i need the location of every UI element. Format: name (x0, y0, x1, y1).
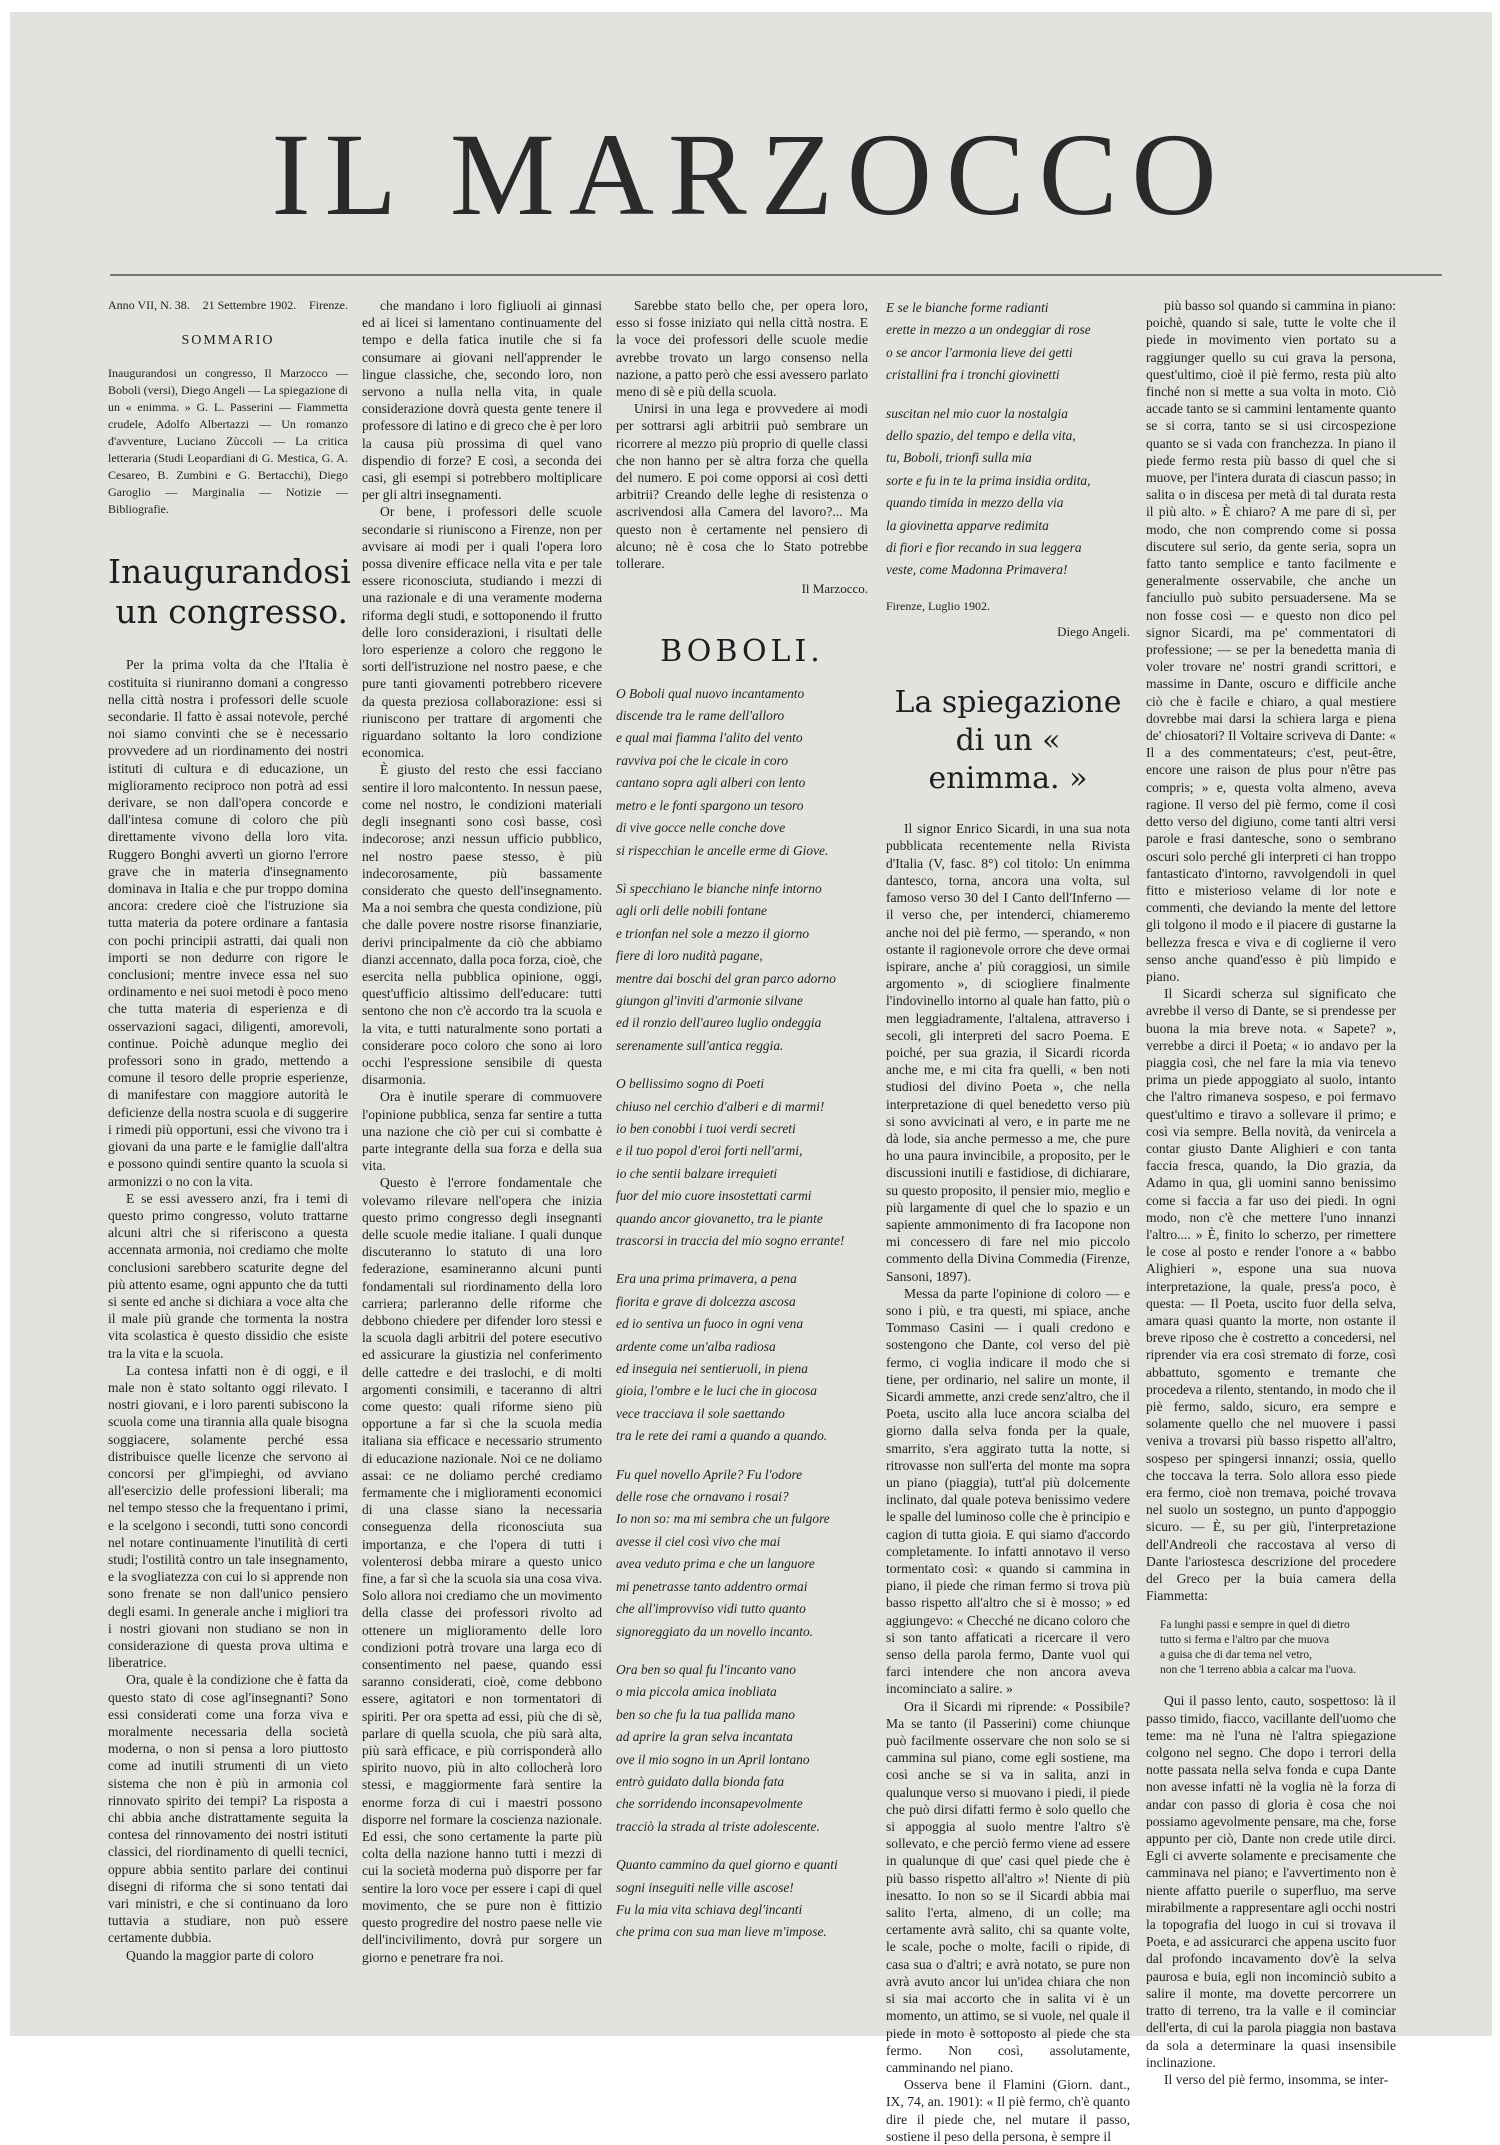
paragraph: Il Sicardi scherza sul significato che avrebbe il verso di Dante, se si prendesse per buona la mia breve nota. « Sapete? », verrebbe a dirci il Poeta; « io andavo per la piaggia così, che nel fare la mia via tenevo prima un piede appoggiato al suolo, intanto che l'altro rimaneva sospeso, e poi fermavo quest'ultimo e tiravo a sollevare il primo; e così via sempre. Bella novità, da venircela a contar giusto Dante Alighieri e con tanta faccia fresca, quando, la Dio grazia, da Adamo in qua, gli uomini sanno benissimo come si faccia a far uso dei piedi. In ogni modo, non c'è che mettere l'uno innanzi l'altro.... » È, finito lo scherzo, per rimettere le cose al posto e render l'onore a « babbo Alighieri », espone una sua nuova interpretazione, la quale, press'a poco, è questa: — Il Poeta, uscito fuor della selva, amara quasi quanto la morte, non ostante il breve riposo che è costretto a concedersi, nel riprender via era così stremato di forze, così abbattuto, sgomento e tremante che procedeva a rilento, stentando, in modo che il piè fermo, saldo, sicuro, era sempre e solamente quello che nel muovere i passi veniva a trovarsi più basso rispetto all'altro, sospeso per spingersi innanzi; ossia, quello che toccava la terra. Solo allora esso piede era fermo, cioè non tremava, poiché trovava nel suolo un sostegno, un punto d'appoggio sicuro. — È, su per giù, l'interpretazione dell'Andreoli che raccostava al verso di Dante l'ariostesca descrizione del procedere del Greco per la buia camera della Fiammetta: (1146, 986, 1396, 1604)
poem-line: Io non so: ma mi sembra che un fulgore (616, 1511, 830, 1527)
paragraph: più basso sol quando si cammina in piano: poichè, quando si sale, tutte le volte che il piede in movimento vien portato su a raggiunger quello su cui grava la persona, quest'ultimo, cioè il piè fermo, resta più alto finché non si mette a sua volta in moto. Ciò accade tanto se si cammini lentamente quanto se si corra, tanto se si usi circospezione quanto se si vada con franchezza. In piano il piede fermo resta più basso di quel che si muove, per l'intera durata di ciascun passo; in salita o in discesa per metà di tal durata resta il più alto. » È chiaro? A me pare di sì, per modo, che non comprendo come si possa discutere sul serio, da gente seria, sopra un fatto tanto semplice e tanto facilmente e generalmente osservabile, che anche un fanciullo può subito persuadersene. Ma se non fosse così — e questo non dico pel signor Sicardi, ma pe' commentatori di professione; — se per la benedetta manìa di voler trovare ne' nostri grandi scrittori, e massime in Dante, oscuro e difficile anche ciò che è facile e chiaro, a qual mestiere dovrebbe mai darsi la schiera larga e piena de' chiosatori? Il Voltaire scriveva di Dante: « Il a des commentateurs; c'est, peut-être, encore une raison de plus pour n'être pas compris; » e, questa volta almeno, aveva ragione. Il verso del piè fermo, come il così detto verso del digiuno, come tanti altri versi parole e frasi dantesche, sono o sembrano oscuri solo perché gli interpreti ci han troppo fantasticato d'intorno, ravvolgendoli in quel fitto e misterioso velame di lor note e commenti, che deviando la mente del lettore gli tolgono il modo e il piacere di gustarne la bellezza fresca e viva e di coglierne il vero senso anche quand'esso è più limpido e piano. (1146, 298, 1396, 984)
column-3 (616, 297, 868, 1967)
issue-city: Firenze. (309, 298, 348, 312)
paragraph: Ora il Sicardi mi riprende: « Possibile? Ma se tanto (il Passerini) come chiunque può facilmente osservare che non solo se si cammina sul piano, come egli sostiene, ma così anche se si va in salita, anzi in qualunque verso si muovano i piedi, il piede che può dirsi difatti fermo è solo quello che si appoggia al suolo mentre l'altro s'è sollevato, e che perciò fermo viene ad essere in qualunque di que' casi quel piede che è più basso rispetto all'altro »! Niente di più inesatto. Io non so se il Sicardi abbia mai salito l'erta, almeno, di un colle; ma certamente avrà salito, chi sa quante volte, le scale, poche o molte, facili o ripide, di casa sua o d'altri; e avrà notato, se pure non avrà avuto ancor lui un'idea chiara che non si sia mai accorto che in salita vi è un momento, un attimo, se si vuole, nel quale il piede in moto è sottoposto al piede che sta fermo. Non così, assolutamente, camminando nel piano. (886, 1698, 1130, 2075)
poem-stanza (616, 1659, 868, 1838)
poem-stanza (616, 683, 868, 862)
poem-line: agli orli delle nobili fontane (616, 903, 768, 919)
paragraph: Qui il passo lento, cauto, sospettoso: là il passo timido, fiacco, vacillante dell'uomo che teme: ma nè l'una nè l'altra spiegazione colgono nel segno. Che dopo i terrori della notte passata nella selva fonda e cupa Dante non avesse infatti nè la voglia nè la forza di andar con passo di gloria è cosa che noi possiamo agevolmente pensare, ma che, forse appunto per ciò, Dante non crede utile dirci. Egli ci avverte solamente e precisamente che camminava nel piano; e l'avvertimento non è niente affatto puerile o superfluo, ma serve mirabilmente a rappresentare agli occhi nostri la topografia del luogo in cui si trovava il Poeta, e ad assicurarci che appena uscito fuor dal profondo incavamento dov'è la selva paurosa e buia, egli non incominciò subito a salire il monte, ma dovette percorrere un tratto di terreno, tra la valle e il cominciar dell'erta, di cui la parola piaggia non bastava da sola a determinare la quasi insensibile inclinazione. (1146, 1693, 1396, 2070)
poem-line: veste, come Madonna Primavera! (886, 562, 1068, 578)
poem-line: quando timida in mezzo della via (886, 495, 1064, 511)
paragraph: Ora è inutile sperare di commuovere l'opinione pubblica, senza far sentire a tutta una nazione che ciò per cui si combatte è parte integrante della sua forza e della sua vita. (362, 1089, 602, 1174)
poem-stanza (616, 1854, 868, 1944)
poem-line: mentre dai boschi del gran parco adorno (616, 970, 836, 986)
article-body-col1 (108, 656, 348, 1963)
poem-line: cantano sopra agli alberi con lento (616, 775, 806, 791)
poem-line: fiorita e grave di dolcezza ascosa (616, 1293, 796, 1309)
poem-date: Firenze, Luglio 1902. (886, 598, 990, 613)
poem-line: ardente come un'alba radiosa (616, 1338, 776, 1354)
paragraph: La contesa infatti non è di oggi, e il male non è stato soltanto oggi rilevato. I nostri giovani, e i loro parenti subiscono la scuola come una tirannia alla quale bisogna soggiacere, solamente perché essa distribuisce quelle licenze che servono ai concorsi per gl'impieghi, od avviano all'esercizio delle professioni liberali; ma nel tempo stesso che la frequentano i primi, e la scelgono i secondi, tutti sono concordi nel notare continuamente l'inutilità di certi studi; l'ostilità contro un tale insegnamento, e la svogliatezza con cui lo si apprende non sono frenate se non dall'unico pensiero degli esami. In generale anche i migliori tra i nostri giovani non studiano se non in considerazione di questa prova ultima e liberatrice. (108, 1362, 348, 1671)
poem-line: metro e le fonti spargono un tesoro (616, 797, 804, 813)
poem-line: serenamente sull'antica reggia. (616, 1037, 784, 1053)
masthead-rule (110, 274, 1442, 276)
sommario-heading: SOMMARIO (181, 333, 275, 349)
poem-line: vece tracciava il sole saettando (616, 1405, 785, 1421)
poem-line: cristallini fra i tronchi giovinetti (886, 367, 1060, 383)
poem-line: signoreggiato da un novello incanto. (616, 1623, 813, 1639)
poem-line: entrò guidato dalla bionda fata (616, 1773, 785, 1789)
paragraph: Or bene, i professori delle scuole secondarie si riuniscono a Firenze, non per avvisare ai modi per i quali l'opera loro possa divenire efficace nella vita e per tale essere riconosciuta, studiando i mezzi di una razionale e di una veramente moderna riforma degli studi, e sottoponendo il frutto delle loro considerazioni, i risultati delle loro esperienze a coloro che reggono le sorti dell'istruzione nel nostro paese, e che pure tanti giovamenti potrebbero ricevere da questa preziosa collaborazione: essi si riuniscono per trattare di argomenti che riguardano soltanto la loro condizione economica. (362, 504, 602, 761)
poem-stanza (616, 1464, 868, 1643)
poem-line: e il tuo popol d'eroi forti nell'armi, (616, 1143, 803, 1159)
poem-stanza (616, 1073, 868, 1252)
poem-stanzas-col3 (616, 683, 868, 1944)
newspaper-page (10, 12, 1492, 2144)
poem-line: dello spazio, del tempo e della vita, (886, 428, 1076, 444)
paragraph: Questo è l'errore fondamentale che volevamo rilevare nell'opera che inizia questo primo congresso degli insegnanti delle scuole medie italiane. I quali dunque discuteranno lo statuto di una loro federazione, esamineranno alcuni punti fondamentali sul riordinamento della loro carriera; parleranno delle riforme che debbono chiedere per difender loro stessi e la scuola dagli arbitrii del potere esecutivo ed assicurare la giustizia nel conferimento delle cattedre e dei traslochi, e di molti argomenti consimili, e taceranno di altri come questo: quali riforme sieno più opportune a far sì che la scuola media italiana sia efficace e necessario strumento di educazione nazionale. Noi ce ne doliamo assai: ce ne doliamo perché crediamo fermamente che i miglioramenti economici di una classe siano la necessaria conseguenza della riconosciuta sua importanza, e che l'opera di tutti i volenterosi debba mirare a questo unico fine, a far sì che la scuola sia una cosa viva. Solo allora noi crediamo che un movimento della classe dei professori rivolto ad ottenere un miglioramento delle loro condizioni potrà trovare una larga eco di consentimento nel paese, quando essi saranno considerati, cioè, come debbono essere, agitatori e non tormentatori di spiriti. Per ora spetta ad essi, più che di sè, parlare di quella scuola, che più sarà alta, più sarà efficace, e più corrisponderà allo spirito nuovo, più in alto collocherà loro stessi, e maggiormente farà sentire la enorme forza di cui i maestri possono disporre nel formare la coscienza nazionale. Ed essi, che sono certamente la parte più colta della nazione hanno tutti i mezzi di cui la società moderna può disporre per far sentire la loro voce per essere i capi di quel movimento, che se pure non è fittizio questo progredire del nostro paese nelle vie dell'incivilimento, dovrà pur sorgere un giorno e penetrare fra noi. (362, 1175, 602, 1965)
poem-line: E se le bianche forme radianti (886, 300, 1049, 315)
poem-line: ben so che fu la tua pallida mano (616, 1706, 795, 1722)
poem-line: e trionfan nel sole a mezzo il giorno (616, 925, 810, 941)
paragraph: È giusto del resto che essi facciano sentire il loro malcontento. In nessun paese, come nel nostro, le condizioni materiali degli insegnanti sono così basse, così indecorose; anzi nessun ufficio pubblico, nel nostro paese stesso, è più indecorosamente, più bassamente considerato che questo dell'insegnamento. Ma a noi sembra che questa condizione, più che dalle povere nostre risorse finanziarie, derivi principalmente da ciò che abbiamo dianzi accennato, dalla poca forza, cioè, che esercita nella pubblica opinione, oggi, quest'ufficio altissimo dell'educare: tutti sentono che non c'è accordo tra la scuola e la vita, e tutti naturalmente sono portati a considerare poco coloro che sono ai loro occhi l'espressione sensibile di questa disarmonia. (362, 762, 602, 1088)
poem-line: sorte e fu in te la prima insidia ordita, (886, 472, 1091, 488)
poem-line: Fu la mia vita schiava degl'incanti (616, 1901, 803, 1917)
poem-line: gioia, l'ombre e le luci che in giocosa (616, 1383, 817, 1399)
quote-line: a guisa che di dar tema nel vetro, (1160, 1649, 1312, 1662)
paragraph: Ora, quale è la condizione che è fatta da questo stato di cose agl'insegnanti? Sono essi considerati come una forza viva e moralmente necessaria della società moderna, o non si pensa a loro piuttosto come ad inutili strumenti di un vieto sistema che non è più in armonia col rinnovato spirito dei tempi? La risposta a chi abbia anche distrattamente seguita la contesa del rinnovamento dei nostri istituti classici, del riordinamento di quelli tecnici, oppure abbia sentito parlare dei continui disegni di riforma che si sono tentati dai vari ministri, e che si continuano da loro tuttavia a studiare, non può essere certamente dubbia. (108, 1672, 348, 1946)
quote-line: tutto si ferma e l'altro par che muova (1160, 1634, 1330, 1647)
poem-author: Diego Angeli. (1057, 624, 1130, 640)
poem-line: mi penetrasse tanto addentro ormai (616, 1578, 808, 1594)
poem-line: avesse il ciel così vivo che mai (616, 1533, 781, 1549)
column-5 (1146, 297, 1396, 2087)
poem-line: trascorsi in traccia del mio sogno errante! (616, 1233, 845, 1248)
paragraph: Messa da parte l'opinione di coloro — e sono i più, e tra questi, mi spiace, anche Tommaso Casini — i quali credono e sostengono che Dante, col verso del piè fermo, ci voglia indicare il modo che si tiene, per ordinario, nel salire un monte, il Sicardi ammette, anzi crede senz'altro, che il Poeta, uscito alla luce ancora scialba del giorno dalla selva fonda per la quale, smarrito, s'era aggirato tutta la notte, si ritrovasse non sull'erta del monte ma sopra un piano (piaggia), tutt'al più dolcemente inclinato, dal quale poteva benissimo vedere le spalle del luminoso colle che è principio e cagion di tutta gioia. E qui siamo d'accordo completamente. Io infatti annotavo il verso tormentato così: « quando si cammina in piano, il piede che riman fermo si trova più basso rispetto all'altro che si è mosso; » ed aggiungevo: « Checché ne dicano coloro che si son tanto affaticati a ricercare il vero senso della parola fermo, Dante vuol qui farci intendere che non ancora aveva incominciato a salire. » (886, 1285, 1130, 1697)
poem-line: ad aprire la gran selva incantata (616, 1729, 793, 1745)
poem-stanza (616, 878, 868, 1057)
poem-line: la giovinetta apparve redimita (886, 517, 1049, 533)
poem-line: Ora ben so qual fu l'incanto vano (616, 1661, 796, 1677)
issue-date: 21 Settembre 1902. (202, 298, 297, 312)
poem-line: ed inseguia nei sentieruoli, in piena (616, 1361, 808, 1377)
poem-line: fiere di loro nudità pagane, (616, 948, 763, 964)
ariosto-quote (1160, 1618, 1396, 1678)
sommario-text: Inaugurandosi un congresso, Il Marzocco — Boboli (versi), Diego Angeli — La spiegazione di un « enimma. » G. L. Passerini — Fiammetta crudele, Adolfo Albertazzi — Un romanzo d'avventure, Luciano Zùccoli — La critica letteraria (Studi Leopardiani di G. Mestica, G. A. Cesareo, B. Zumbini e G. Bertacchi), Diego Garoglio — Marginalia — Notizie — Bibliografie. (108, 366, 348, 517)
poem-line: io che sentii balzare irrequieti (616, 1165, 778, 1181)
poem-line: ove il mio sogno in un April lontano (616, 1751, 810, 1767)
poem-line: fuor del mio cuore insostettati carmi (616, 1188, 812, 1204)
poem-line: che sorridendo inconsapevolmente (616, 1796, 803, 1812)
paragraph: Unirsi in una lega e provvedere ai modi per sottrarsi agli arbitrii può sembrare un ricorrere al mezzo più proprio di quelle classi che non hanno per sè altra forza che quella del numero. E poi come opporsi ai così detti arbitrii? Creando delle leghe di resistenza o ascrivendosi alla Camera del lavoro?... Ma questo non è certamente nel pensiero di alcuno; nè è cosa che lo Stato potrebbe tollerare. (616, 401, 868, 572)
poem-line: Sì specchiano le bianche ninfe intorno (616, 880, 822, 896)
poem-line: e qual mai fiamma l'alito del vento (616, 730, 803, 746)
poem-line: Fu quel novello Aprile? Fu l'odore (616, 1466, 803, 1482)
article-title-line1: Inaugurandosi (108, 552, 351, 592)
poem-line: o mia piccola amica inobliata (616, 1684, 777, 1700)
poem-line: si rispecchian le ancelle erme di Giove. (616, 842, 829, 858)
column-4 (886, 297, 1130, 2144)
quote-line: Fa lunghi passi e sempre in quel di dietro (1160, 1619, 1350, 1632)
dateline (108, 297, 348, 314)
poem-line: quando ancor giovanetto, tra le piante (616, 1210, 823, 1226)
article2-title-line2: di un « enimma. » (928, 723, 1088, 797)
paragraph: Per la prima volta da che l'Italia è costituita si riuniranno domani a congresso nella città nostra i professori delle scuole secondarie. Il fatto è assai notevole, perché noi siamo convinti che se è necessario provvedere ad un riordinamento dei nostri istituti di cultura e di educazione, un miglioramento reciproco non potrà ad essi derivare, se non dall'opera concorde e dall'intesa comune di coloro che più direttamente vivono della loro vita. Ruggero Bonghi avvertì un giorno l'errore grave che in materia d'insegnamento dominava in Italia e che pur troppo domina ancora: credere cioè che l'istruzione sia tutta materia da potere ordinare a fantasia con pochi principii astratti, dai quali non importi se non dedurre con rigore le conclusioni; mentre invece essa nel suo ordinamento e nei suoi metodi è poco meno che tutta materia di esperienza e di osservazioni sagaci, diligenti, amorevoli, continue. Poichè adunque meglio dei professori sono in grado, mettendo a comune il tesoro delle proprie esperienze, di manifestare con maggiore autorità le deficienze della nostra scuola e di suggerire i rimedi più opportuni, essi che vivono tra i giovani da una parte e le famiglie dall'altra e possono quindi sentire quanto la scuola si armonizzi o no con la vita. (108, 657, 348, 1189)
poem-line: discende tra le rame dell'alloro (616, 708, 785, 724)
poem-line: di fiori e fior recando in sua leggera (886, 540, 1082, 556)
article2-title (886, 684, 1130, 798)
poem-line: che all'improvviso vidi tutto quanto (616, 1601, 806, 1617)
poem-line: O Boboli qual nuovo incantamento (616, 685, 805, 701)
poem-line: Era una prima primavera, a pena (616, 1271, 797, 1287)
paragraph: Sarebbe stato bello che, per opera loro, esso si fosse iniziato qui nella città nostra. E la voce dei professori delle scuole medie avrebbe trovato un largo consenso nella nazione, a patto però che essi avessero parlato meno di sè e più della scuola. (616, 298, 868, 400)
poem-line: che prima con sua man lieve m'impose. (616, 1924, 827, 1940)
poem-line: sogni inseguiti nelle ville ascose! (616, 1879, 794, 1895)
quote-line: non che 'l terreno abbia a calcar ma l'uova. (1160, 1664, 1357, 1677)
masthead: IL MARZOCCO (271, 109, 1231, 240)
paragraph: Quando la maggior parte di coloro (126, 1947, 314, 1963)
poem-stanza (886, 297, 1130, 387)
poem-line: tu, Boboli, trionfi sulla mia (886, 450, 1032, 466)
poem-line: ed io sentiva un fuoco in ogni vena (616, 1316, 804, 1332)
poem-line: giungon gl'inviti d'armonie silvane (616, 992, 803, 1008)
article-title-line2: un congresso. (115, 592, 348, 632)
poem-line: ed il ronzio dell'aureo luglio ondeggia (616, 1015, 822, 1031)
poem-title: BOBOLI. (660, 634, 824, 670)
paragraph: Osserva bene il Flamini (Giorn. dant., IX, 74, an. 1901): « Il piè fermo, ch'è quanto dire il piede che, nel mutare il passo, sostiene il peso della persona, è sempre il (886, 2077, 1130, 2144)
paragraph: che mandano i loro figliuoli ai ginnasi ed ai licei si lamentano continuamente del tempo e della fatica inutile che si fa consumare ai giovani nell'apprender le lingue classiche, che, secondo loro, non servono a nulla nella vita, in quale considerazione dovrà questa gente tenere il professore di latino e di greco che è per loro la causa più prossima di quel vano dispendio di forze? E così, a seconda dei casi, gli esempi si potrebbero moltiplicare per gli altri insegnamenti. (362, 298, 602, 503)
poem-stanza (616, 1268, 868, 1447)
issue-volume: Anno VII, N. 38. (108, 298, 190, 312)
paragraph: E se essi avessero anzi, fra i temi di questo primo congresso, voluto trattarne alcuni altri che si riferiscono a questa accennata armonia, noi crediamo che molte conclusioni sarebbero scaturite degne del più attento esame, ogni appunto che da tutti si sente ed anche si dichiara a voce alta che il male più grande che tormenta la nostra vita scolastica è questo dissidio che esiste tra la vita e la scuola. (108, 1190, 348, 1361)
poem-line: io ben conobbi i tuoi verdi secreti (616, 1120, 796, 1136)
poem-line: Quanto cammino da quel giorno e quanti (616, 1857, 838, 1873)
column-2 (362, 297, 602, 1967)
article-signature: Il Marzocco. (801, 581, 868, 597)
article-title (108, 552, 351, 632)
poem-line: suscitan nel mio cuor la nostalgia (886, 405, 1068, 421)
poem-line: O bellissimo sogno di Poeti (616, 1076, 765, 1092)
poem-line: o se ancor l'armonia lieve dei getti (886, 344, 1073, 360)
paragraph: Il signor Enrico Sicardi, in una sua nota pubblicata recentemente nella Rivista d'Italia (V, fasc. 8°) col titolo: Un enimma dantesco, torna, ancora una volta, sul famoso verso 30 del I Canto dell'Inferno — il verso che, per intenderci, chiameremo anche noi del piè fermo, — sperando, « non ostante il ragionevole orrore che deve ormai ispirare, anche a' più coraggiosi, un simile argomento », di sciogliere finalmente l'indovinello intorno al quale han fatto, più o men leggiadramente, l'altalena, attraverso i secoli, gli interpreti del sacro Poema. E poiché, per sua grazia, il Sicardi ricorda anche me, e mi cita fra quelli, « ben noti studiosi del divino Poeta », che nella interpretazione di quel benedetto verso più si sono avvicinati al vero, e in parte me ne dà lode, sia anche permesso a me, che pure ho una paura invincibile, a proposito, per le discussioni inutili e fastidiose, di dichiarare, su questo proposito, il pensier mio, meglio e più largamente di quel che lo spazio e un sapiente ammonimento di fra Iacopone non mi concessero di fare nel mio piccolo commento della Divina Commedia (Firenze, Sansoni, 1897). (886, 821, 1130, 1284)
poem-line: ravviva poi che le cicale in coro (616, 752, 789, 768)
column-1 (108, 297, 351, 1967)
article2-title-line1: La spiegazione (894, 685, 1122, 721)
poem-stanzas-col4 (886, 297, 1130, 582)
paragraph: Il verso del piè fermo, insomma, se inter- (1164, 2071, 1389, 2087)
poem-line: erette in mezzo a un ondeggiar di rose (886, 322, 1091, 338)
poem-line: avea veduto prima e che un languore (616, 1556, 815, 1572)
poem-stanza (886, 403, 1130, 582)
poem-line: chiuso nel cerchio d'alberi e di marmi! (616, 1098, 825, 1114)
poem-line: tracciò la strada al triste adolescente. (616, 1818, 820, 1834)
poem-line: delle rose che ornavano i rosai? (616, 1489, 789, 1505)
poem-line: tra le rete dei rami a quando a quando. (616, 1428, 828, 1444)
poem-line: di vive gocce nelle conche dove (616, 820, 786, 836)
